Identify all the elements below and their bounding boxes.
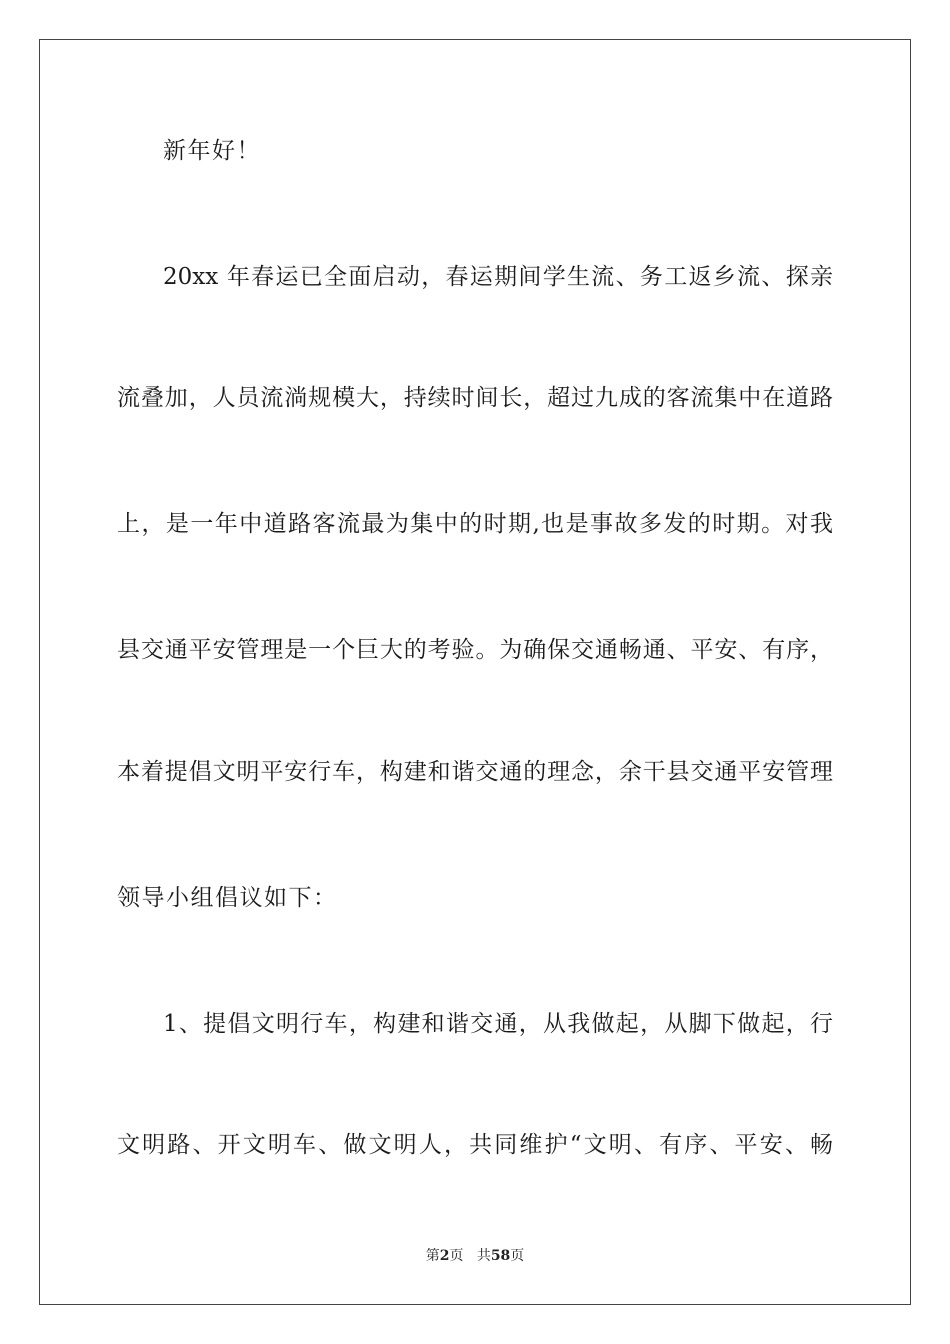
paragraph-line: 流叠加，人员流淌规模大，持续时间长，超过九成的客流集中在道路: [117, 385, 833, 411]
paragraph-line: 文明路、开文明车、做文明人，共同维护“文明、有序、平安、畅: [117, 1132, 833, 1158]
footer-page-prefix: 第: [425, 1248, 440, 1264]
footer-total-pages: 58: [490, 1248, 511, 1264]
page-footer: [0, 1247, 950, 1265]
paragraph-line: 领导小组倡议如下：: [117, 885, 338, 911]
page-frame: [39, 39, 911, 1305]
paragraph-line: 上，是一年中道路客流最为集中的时期,也是事故多发的时期。对我: [117, 511, 833, 537]
footer-page-number: 2: [439, 1248, 450, 1264]
paragraph-line: 本着提倡文明平安行车，构建和谐交通的理念，余干县交通平安管理: [117, 759, 833, 785]
footer-total-unit: 页: [510, 1248, 525, 1264]
paragraph-line: 20xx 年春运已全面启动，春运期间学生流、务工返乡流、探亲: [163, 264, 833, 290]
paragraph-line: 1、提倡文明行车，构建和谐交通，从我做起，从脚下做起，行: [163, 1011, 833, 1037]
greeting-line: 新年好！: [163, 138, 261, 164]
paragraph-line: 县交通平安管理是一个巨大的考验。为确保交通畅通、平安、有序，: [117, 637, 833, 663]
footer-total-prefix: 共: [476, 1248, 491, 1264]
footer-page-unit: 页: [449, 1248, 464, 1264]
